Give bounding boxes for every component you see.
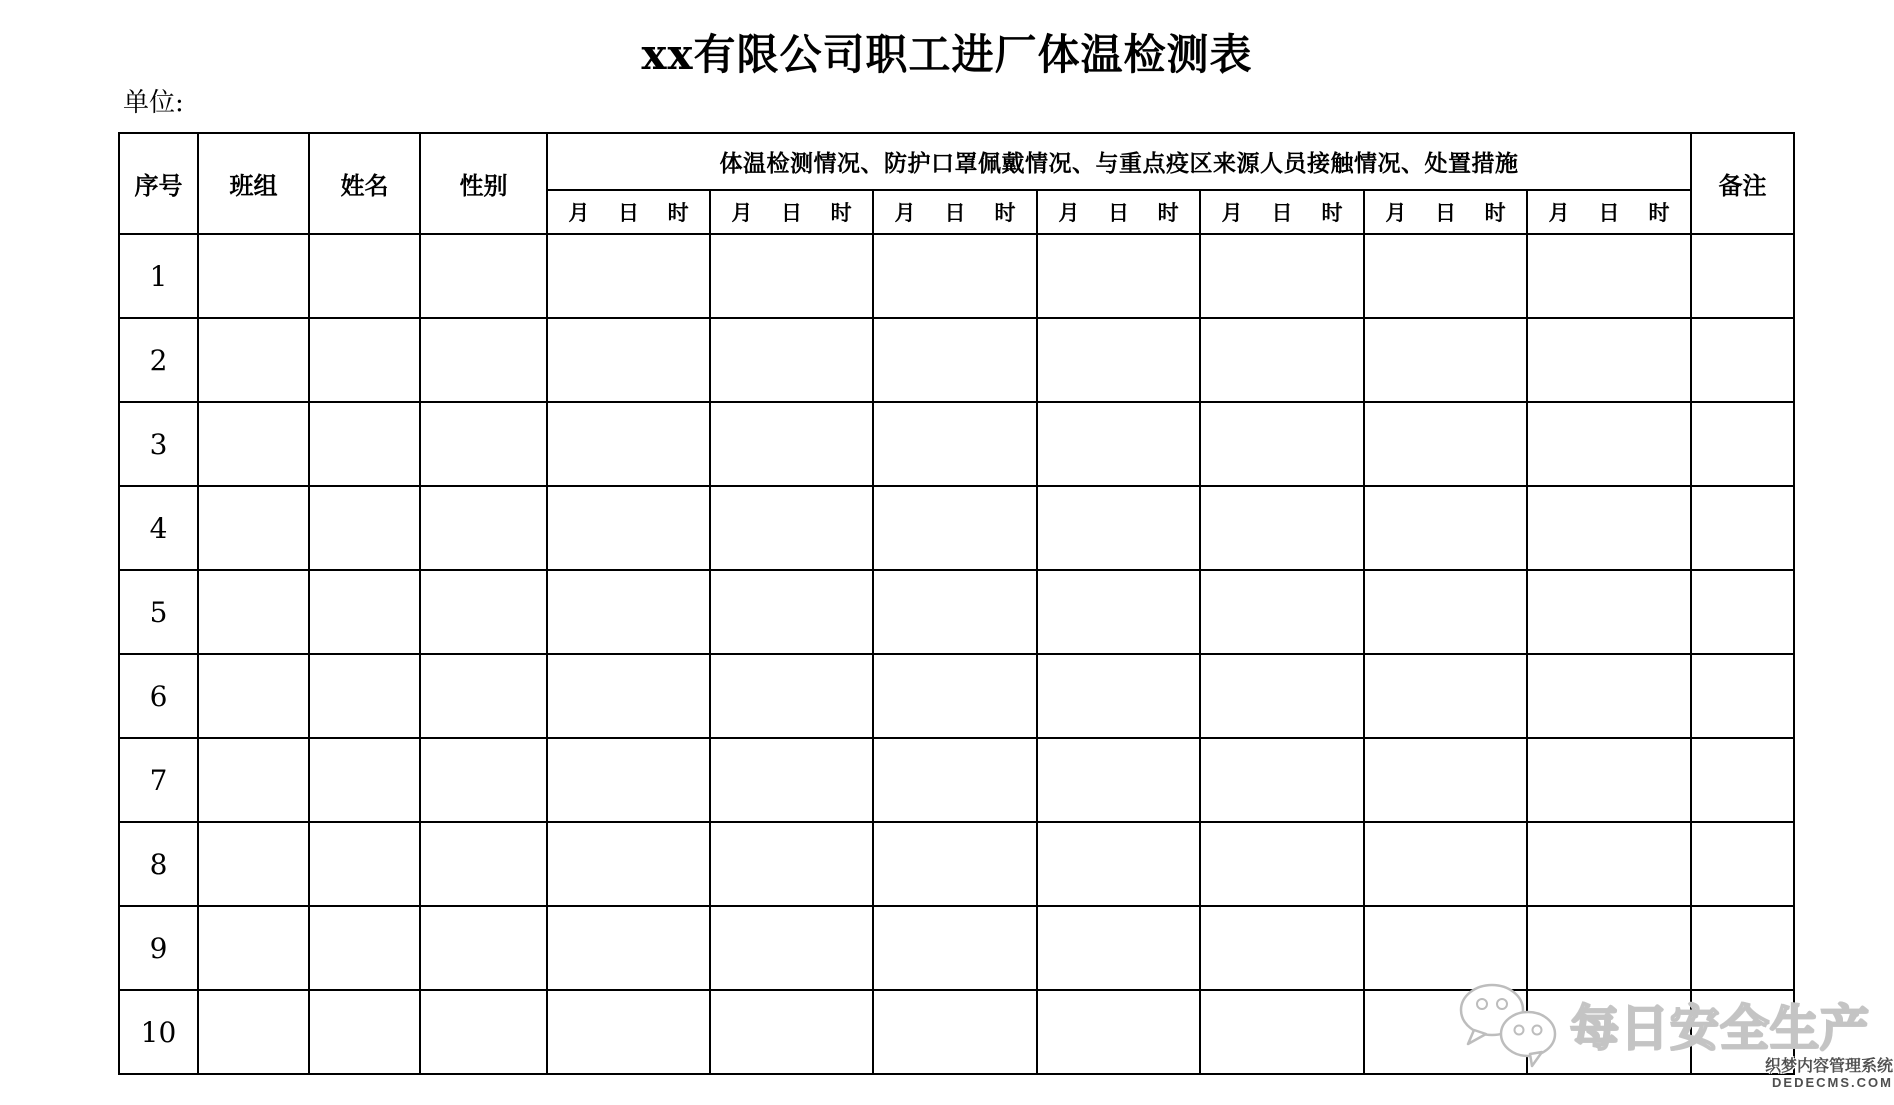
unit-label: 单位: xyxy=(123,88,184,118)
watermark-text: 每日安全生产 xyxy=(1570,1001,1871,1056)
date-cell xyxy=(1364,318,1527,402)
column-header-remark: 备注 xyxy=(1691,133,1794,234)
gender-cell xyxy=(420,654,547,738)
table-header xyxy=(119,133,1794,234)
day-label: 日 xyxy=(1434,202,1456,225)
date-cell xyxy=(873,234,1037,318)
row-number-cell: 8 xyxy=(119,822,198,906)
date-cell xyxy=(873,486,1037,570)
cms-watermark-line2: DEDECMS.COM xyxy=(1772,1075,1893,1091)
date-cell xyxy=(1364,990,1527,1074)
table-body xyxy=(119,234,1794,1074)
date-cell xyxy=(710,822,873,906)
date-cell xyxy=(1200,402,1364,486)
date-cell xyxy=(873,822,1037,906)
gender-cell xyxy=(420,570,547,654)
table-row xyxy=(119,822,1794,906)
date-subheader-1 xyxy=(547,190,710,234)
name-cell xyxy=(309,738,420,822)
month-day-hour-labels xyxy=(1528,197,1690,227)
column-header-index: 序号 xyxy=(119,133,198,234)
date-cell xyxy=(1527,402,1691,486)
month-day-hour-labels xyxy=(874,197,1036,227)
date-cell xyxy=(547,402,710,486)
date-cell xyxy=(1200,906,1364,990)
date-cell xyxy=(1037,738,1200,822)
date-cell xyxy=(1037,234,1200,318)
table-row xyxy=(119,234,1794,318)
remark-cell xyxy=(1691,486,1794,570)
date-cell xyxy=(1200,486,1364,570)
month-day-hour-labels xyxy=(711,197,872,227)
row-number-cell: 5 xyxy=(119,570,198,654)
date-cell xyxy=(1527,234,1691,318)
team-cell xyxy=(198,822,309,906)
date-cell xyxy=(1200,822,1364,906)
month-label: 月 xyxy=(568,202,590,225)
row-number-cell: 2 xyxy=(119,318,198,402)
team-cell xyxy=(198,990,309,1074)
date-cell xyxy=(1200,654,1364,738)
cms-watermark xyxy=(1765,1058,1894,1091)
date-cell xyxy=(1527,906,1691,990)
temperature-check-table xyxy=(118,132,1795,1075)
table-row xyxy=(119,990,1794,1074)
day-label: 日 xyxy=(617,202,639,225)
date-subheader-2 xyxy=(710,190,873,234)
row-number-cell: 4 xyxy=(119,486,198,570)
header-row-top xyxy=(119,133,1794,190)
team-cell xyxy=(198,234,309,318)
date-cell xyxy=(873,738,1037,822)
date-cell xyxy=(1037,318,1200,402)
date-cell xyxy=(873,990,1037,1074)
date-cell xyxy=(1527,318,1691,402)
team-cell xyxy=(198,486,309,570)
date-cell xyxy=(873,906,1037,990)
date-cell xyxy=(1527,990,1691,1074)
remark-cell xyxy=(1691,402,1794,486)
name-cell xyxy=(309,990,420,1074)
page-title: xx有限公司职工进厂体温检测表 xyxy=(641,30,1253,79)
month-day-hour-labels xyxy=(1365,197,1526,227)
table-row xyxy=(119,906,1794,990)
day-label: 日 xyxy=(780,202,802,225)
date-cell xyxy=(710,318,873,402)
date-cell xyxy=(873,402,1037,486)
gender-cell xyxy=(420,822,547,906)
row-number-cell: 6 xyxy=(119,654,198,738)
gender-cell xyxy=(420,990,547,1074)
date-cell xyxy=(873,570,1037,654)
remark-cell xyxy=(1691,822,1794,906)
name-cell xyxy=(309,906,420,990)
gender-cell xyxy=(420,402,547,486)
date-cell xyxy=(873,318,1037,402)
date-cell xyxy=(710,906,873,990)
day-label: 日 xyxy=(1107,202,1129,225)
date-cell xyxy=(1037,402,1200,486)
date-cell xyxy=(547,234,710,318)
day-label: 日 xyxy=(1598,202,1620,225)
date-cell xyxy=(547,822,710,906)
date-cell xyxy=(1527,486,1691,570)
hour-label: 时 xyxy=(830,202,852,225)
name-cell xyxy=(309,402,420,486)
gender-cell xyxy=(420,486,547,570)
month-label: 月 xyxy=(894,202,916,225)
column-header-name: 姓名 xyxy=(309,133,420,234)
date-cell xyxy=(547,318,710,402)
name-cell xyxy=(309,654,420,738)
remark-cell xyxy=(1691,570,1794,654)
date-subheader-5 xyxy=(1200,190,1364,234)
date-cell xyxy=(1200,318,1364,402)
date-cell xyxy=(1364,906,1527,990)
date-cell xyxy=(1364,234,1527,318)
date-cell xyxy=(1037,654,1200,738)
hour-label: 时 xyxy=(994,202,1016,225)
team-cell xyxy=(198,738,309,822)
team-cell xyxy=(198,570,309,654)
month-label: 月 xyxy=(1058,202,1080,225)
month-label: 月 xyxy=(1385,202,1407,225)
date-cell xyxy=(1364,738,1527,822)
date-cell xyxy=(710,234,873,318)
date-cell xyxy=(710,402,873,486)
month-label: 月 xyxy=(731,202,753,225)
date-subheader-7 xyxy=(1527,190,1691,234)
table-row xyxy=(119,738,1794,822)
table-row xyxy=(119,570,1794,654)
remark-cell xyxy=(1691,318,1794,402)
remark-cell xyxy=(1691,654,1794,738)
remark-cell xyxy=(1691,738,1794,822)
team-cell xyxy=(198,654,309,738)
column-header-gender: 性别 xyxy=(420,133,547,234)
row-number-cell: 9 xyxy=(119,906,198,990)
date-cell xyxy=(1200,570,1364,654)
gender-cell xyxy=(420,234,547,318)
month-day-hour-labels xyxy=(1038,197,1199,227)
day-label: 日 xyxy=(944,202,966,225)
date-cell xyxy=(1364,822,1527,906)
team-cell xyxy=(198,402,309,486)
date-cell xyxy=(1037,990,1200,1074)
date-cell xyxy=(547,654,710,738)
date-cell xyxy=(1037,486,1200,570)
row-number-cell: 10 xyxy=(119,990,198,1074)
date-cell xyxy=(710,738,873,822)
date-cell xyxy=(710,990,873,1074)
month-label: 月 xyxy=(1221,202,1243,225)
date-cell xyxy=(1527,570,1691,654)
month-day-hour-labels xyxy=(1201,197,1363,227)
table-row xyxy=(119,402,1794,486)
row-number-cell: 7 xyxy=(119,738,198,822)
date-cell xyxy=(873,654,1037,738)
date-subheader-6 xyxy=(1364,190,1527,234)
month-day-hour-labels xyxy=(548,197,709,227)
table-row xyxy=(119,486,1794,570)
date-cell xyxy=(1527,822,1691,906)
date-cell xyxy=(710,654,873,738)
row-number-cell: 3 xyxy=(119,402,198,486)
date-cell xyxy=(1200,738,1364,822)
date-cell xyxy=(1037,570,1200,654)
hour-label: 时 xyxy=(667,202,689,225)
table-row xyxy=(119,654,1794,738)
date-cell xyxy=(547,906,710,990)
date-cell xyxy=(1037,906,1200,990)
hour-label: 时 xyxy=(1484,202,1506,225)
date-cell xyxy=(1200,990,1364,1074)
date-cell xyxy=(1364,486,1527,570)
remark-cell xyxy=(1691,906,1794,990)
date-cell xyxy=(547,570,710,654)
date-cell xyxy=(710,486,873,570)
date-cell xyxy=(1364,654,1527,738)
date-cell xyxy=(1364,570,1527,654)
date-cell xyxy=(547,486,710,570)
row-number-cell: 1 xyxy=(119,234,198,318)
name-cell xyxy=(309,822,420,906)
date-subheader-4 xyxy=(1037,190,1200,234)
name-cell xyxy=(309,570,420,654)
date-cell xyxy=(547,990,710,1074)
hour-label: 时 xyxy=(1157,202,1179,225)
date-cell xyxy=(1364,402,1527,486)
date-cell xyxy=(547,738,710,822)
remark-cell xyxy=(1691,234,1794,318)
date-cell xyxy=(1527,738,1691,822)
date-cell xyxy=(1037,822,1200,906)
column-header-merged-situation: 体温检测情况、防护口罩佩戴情况、与重点疫区来源人员接触情况、处置措施 xyxy=(547,133,1691,190)
name-cell xyxy=(309,234,420,318)
gender-cell xyxy=(420,318,547,402)
day-label: 日 xyxy=(1271,202,1293,225)
gender-cell xyxy=(420,738,547,822)
cms-watermark-line1: 织梦内容管理系统 xyxy=(1764,1058,1893,1075)
month-label: 月 xyxy=(1548,202,1570,225)
date-cell xyxy=(710,570,873,654)
name-cell xyxy=(309,318,420,402)
table-row xyxy=(119,318,1794,402)
hour-label: 时 xyxy=(1648,202,1670,225)
team-cell xyxy=(198,906,309,990)
column-header-team: 班组 xyxy=(198,133,309,234)
date-cell xyxy=(1527,654,1691,738)
date-cell xyxy=(1200,234,1364,318)
hour-label: 时 xyxy=(1321,202,1343,225)
gender-cell xyxy=(420,906,547,990)
date-subheader-3 xyxy=(873,190,1037,234)
team-cell xyxy=(198,318,309,402)
name-cell xyxy=(309,486,420,570)
